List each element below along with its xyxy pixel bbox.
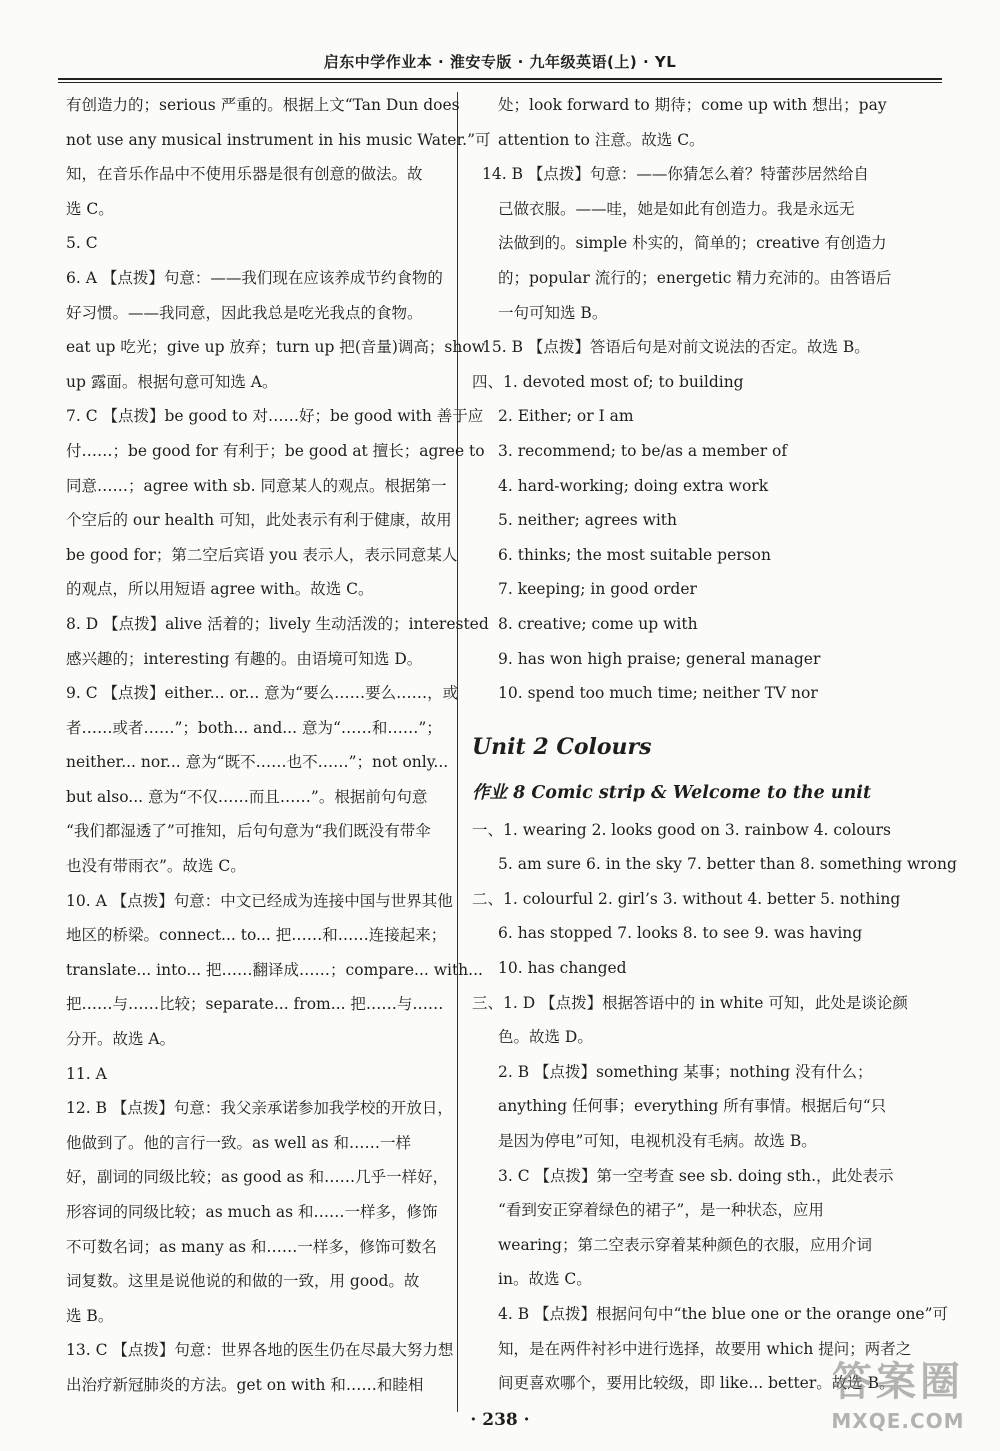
answer-line: 出治疗新冠肺炎的方法。get on with 和……和睦相 [66, 1375, 424, 1394]
answer-line: 色。故选 D。 [498, 1028, 593, 1047]
answer-line: 二、1. colourful 2. girl’s 3. without 4. better 5. nothing [472, 889, 901, 908]
answer-line: 8. D 【点拨】alive 活着的；lively 生动活泼的；interested [66, 614, 489, 633]
answer-line: 好习惯。——我同意，因此我总是吃光我点的食物。 [66, 303, 423, 322]
answer-line: 9. has won high praise; general manager [498, 649, 821, 668]
answer-line: 词复数。这里是说他说的和做的一致，用 good。故 [66, 1272, 420, 1291]
answer-line: 15. B 【点拨】答语后句是对前文说法的否定。故选 B。 [482, 338, 870, 357]
answer-line: 四、1. devoted most of; to building [472, 372, 744, 391]
answer-line: 13. C 【点拨】句意：世界各地的医生仍在尽最大努力想 [66, 1341, 454, 1360]
answer-line: 11. A [66, 1064, 107, 1083]
answer-line: 知，是在两件衬衫中进行选择，故要用 which 提问；两者之 [498, 1339, 912, 1358]
watermark-logo [808, 1356, 988, 1444]
answer-line: 一句可知选 B。 [498, 303, 608, 322]
answer-line: 10. spend too much time; neither TV nor [498, 684, 818, 703]
answer-line: 14. B 【点拨】句意：——你猜怎么着？特蕾莎居然给自 [482, 165, 869, 184]
answer-line: 付……；be good for 有利于；be good at 擅长；agree to [66, 441, 485, 460]
answer-line: 3. recommend; to be/as a member of [498, 441, 788, 460]
answer-line: 感兴趣的；interesting 有趣的。由语境可知选 D。 [66, 649, 423, 668]
answer-line: 5. neither; agrees with [498, 511, 678, 530]
answer-line: be good for；第二空后宾语 you 表示人，表示同意某人 [66, 545, 458, 564]
answer-line: 把……与……比较；separate... from... 把……与…… [66, 995, 444, 1014]
answer-line: attention to 注意。故选 C。 [498, 130, 705, 149]
answer-line: 分开。故选 A。 [66, 1030, 176, 1049]
answer-line: 5. C [66, 234, 98, 253]
answer-line: 者……或者……”；both... and... 意为“……和……”； [66, 718, 442, 737]
answer-line: 的观点，所以用短语 agree with。故选 C。 [66, 580, 374, 599]
page-number: · 238 · [470, 1410, 530, 1430]
answer-line: in。故选 C。 [498, 1270, 592, 1289]
homework-title: 作业 8 Comic strip & Welcome to the unit [472, 782, 872, 803]
answer-line: 10. has changed [498, 959, 627, 978]
answer-line: 他做到了。他的言行一致。as well as 和……一样 [66, 1133, 412, 1152]
answer-line: 有创造力的；serious 严重的。根据上文“Tan Dun does [66, 96, 460, 114]
answer-line: “看到安正穿着绿色的裙子”，是一种状态，应用 [498, 1201, 824, 1220]
answer-line: 10. A 【点拨】句意：中文已经成为连接中国与世界其他 [66, 891, 453, 910]
answer-line: 也没有带雨衣”。故选 C。 [66, 857, 246, 876]
answer-line: 地区的桥梁。connect... to... 把……和……连接起来； [66, 926, 447, 945]
answer-line: 5. am sure 6. in the sky 7. better than 8. something wrong [498, 855, 957, 874]
answer-line: 个空后的 our health 可知，此处表示有利于健康，故用 [66, 511, 452, 530]
answer-line: 处；look forward to 期待；come up with 想出；pay [498, 96, 887, 114]
answer-line: up 露面。根据句意可知选 A。 [66, 372, 278, 391]
answer-line: eat up 吃光；give up 放弃；turn up 把(音量)调高；show [66, 338, 485, 357]
answer-line: 不可数名词；as many as 和……一样多，修饰可数名 [66, 1237, 437, 1256]
answer-line: 9. C 【点拨】either... or... 意为“要么……要么……，或 [66, 684, 459, 703]
answer-line: 4. hard-working; doing extra work [498, 476, 769, 495]
left-column [66, 88, 491, 1403]
answer-line: anything 任何事；everything 所有事情。根据后句“只 [498, 1097, 887, 1116]
answer-line: 2. Either; or I am [498, 407, 634, 426]
answer-line: 2. B 【点拨】something 某事；nothing 没有什么； [498, 1062, 873, 1081]
answer-line: 6. A 【点拨】句意：——我们现在应该养成节约食物的 [66, 268, 443, 287]
answer-line: 一、1. wearing 2. looks good on 3. rainbow 4. colours [472, 820, 891, 839]
answer-line: 法做到的。simple 朴实的，简单的；creative 有创造力 [498, 234, 887, 253]
page-header: 启东中学作业本 · 淮安专版 · 九年级英语(上) · YL [323, 53, 677, 71]
answer-line: 12. B 【点拨】句意：我父亲承诺参加我学校的开放日， [66, 1099, 453, 1118]
answer-line: 己做衣服。——哇，她是如此有创造力。我是永远无 [498, 199, 855, 218]
answer-line: 选 B。 [66, 1306, 114, 1325]
answer-line: 同意……；agree with sb. 同意某人的观点。根据第一 [66, 476, 447, 495]
answer-line: 6. thinks; the most suitable person [498, 545, 771, 564]
watermark-sub: MXQE.COM [831, 1409, 965, 1433]
header-rule-thin [58, 82, 942, 83]
answer-line: 间更喜欢哪个，要用比较级，即 like... better。故选 B。 [498, 1374, 895, 1393]
answer-line: but also... 意为“不仅……而且……”。根据前句句意 [66, 787, 428, 806]
answer-line: not use any musical instrument in his music Water.”可 [66, 130, 491, 149]
answer-line: 知，在音乐作品中不使用乐器是很有创意的做法。故 [66, 165, 423, 184]
answer-line: neither... nor... 意为“既不……也不……”；not only... [66, 753, 449, 772]
answer-line: “我们都湿透了”可推知，后句句意为“我们既没有带伞 [66, 822, 431, 841]
answer-line: 6. has stopped 7. looks 8. to see 9. was having [498, 924, 863, 943]
answer-line: wearing；第二空表示穿着某种颜色的衣服，应用介词 [498, 1235, 872, 1254]
answer-line: 3. C 【点拨】第一空考查 see sb. doing sth.，此处表示 [498, 1166, 894, 1185]
header-rule [58, 78, 942, 80]
watermark-main: 答案圈 [832, 1359, 964, 1405]
answer-line: 7. C 【点拨】be good to 对……好；be good with 善于应 [66, 407, 484, 426]
answer-line: 好，副词的同级比较；as good as 和……几乎一样好， [66, 1168, 449, 1187]
answer-line: 4. B 【点拨】根据问句中“the blue one or the orange one”可 [498, 1305, 949, 1323]
answer-line: translate... into... 把……翻译成……；compare... with... [66, 960, 483, 979]
answer-line: 8. creative; come up with [498, 614, 698, 633]
answer-line: 形容词的同级比较；as much as 和……一样多，修饰 [66, 1203, 438, 1221]
answer-line: 7. keeping; in good order [498, 580, 697, 599]
answer-line: 三、1. D 【点拨】根据答语中的 in white 可知，此处是谈论颜 [472, 993, 908, 1012]
unit-title: Unit 2 Colours [472, 733, 652, 760]
answer-line: 是因为停电”可知，电视机没有毛病。故选 B。 [498, 1132, 817, 1151]
answer-line: 选 C。 [66, 199, 114, 218]
answer-line: 的；popular 流行的；energetic 精力充沛的。由答语后 [498, 268, 892, 287]
column-divider [457, 92, 458, 1412]
